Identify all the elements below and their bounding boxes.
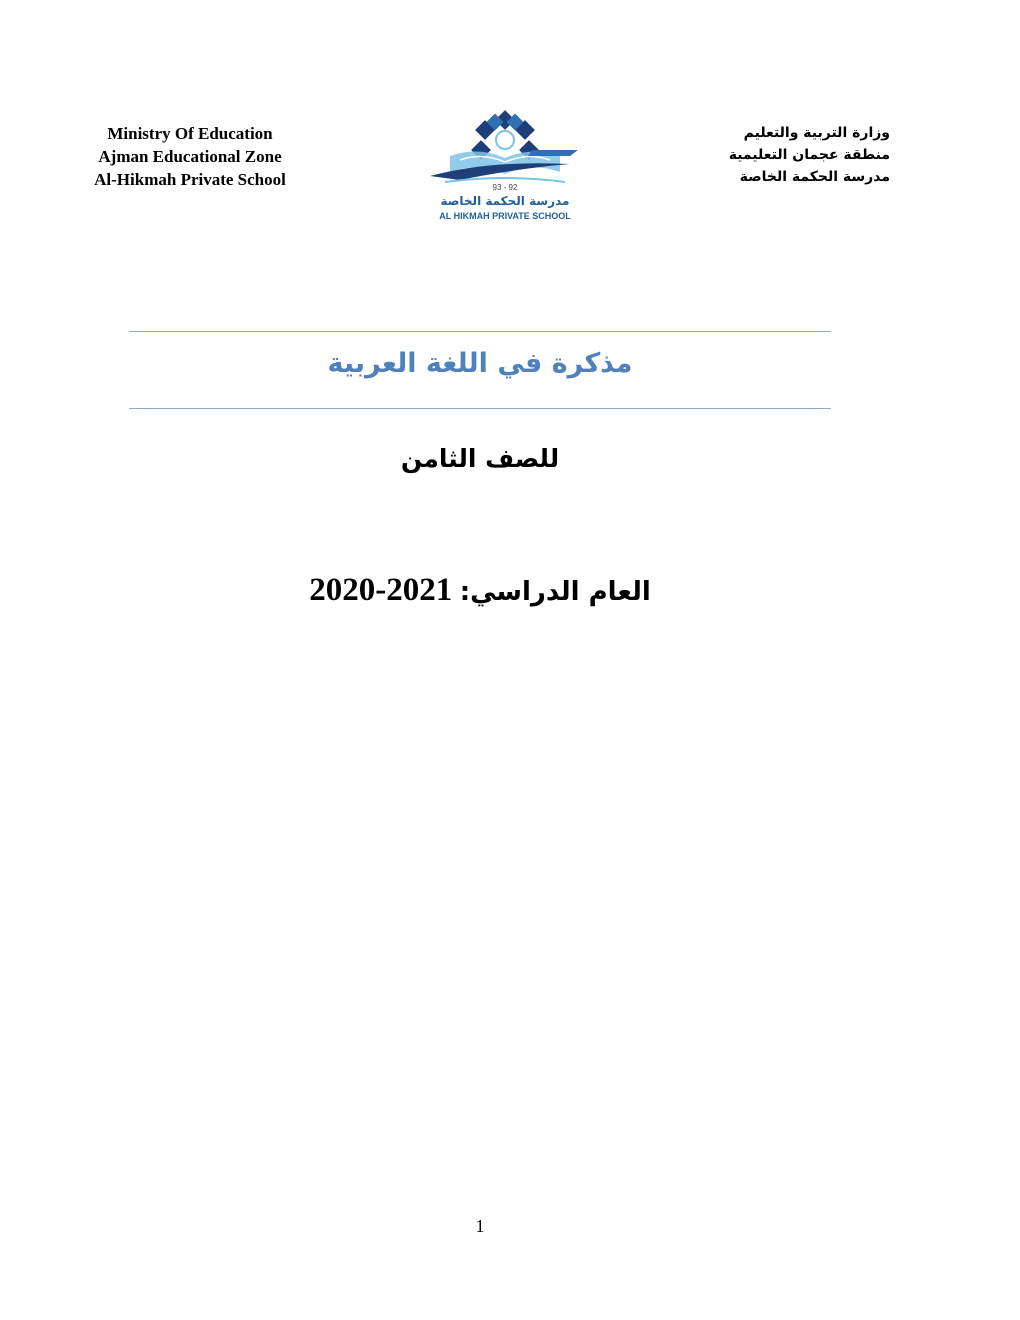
- title-bottom-divider: [129, 408, 831, 409]
- logo-school-name-en: AL HIKMAH PRIVATE SCHOOL: [439, 211, 571, 221]
- school-logo-emblem: [420, 110, 590, 194]
- school-name-ar: مدرسة الحكمة الخاصة: [739, 169, 890, 185]
- header-left-english: [60, 122, 320, 191]
- zone-name-ar: منطقة عجمان التعليمية: [728, 147, 890, 163]
- page-number: 1: [475, 1216, 485, 1236]
- academic-year: [129, 572, 831, 609]
- academic-year-value: 2020-2021: [309, 572, 453, 608]
- grade-heading: للصف الثامن: [400, 444, 560, 473]
- ministry-name-en: Ministry Of Education: [107, 124, 273, 143]
- logo-school-name-ar: مدرسة الحكمة الخاصة: [440, 194, 570, 208]
- header-right-arabic: [630, 122, 890, 188]
- logo-numbers: 93 - 92: [492, 183, 518, 192]
- academic-year-label: العام الدراسي:: [459, 577, 651, 607]
- title-top-divider: [129, 331, 831, 332]
- zone-name-en: Ajman Educational Zone: [98, 147, 282, 166]
- ministry-name-ar: وزارة التربية والتعليم: [743, 125, 890, 141]
- document-title: مذكرة في اللغة العربية: [327, 348, 633, 379]
- school-name-en: Al-Hikmah Private School: [94, 170, 286, 189]
- school-logo: [420, 110, 590, 225]
